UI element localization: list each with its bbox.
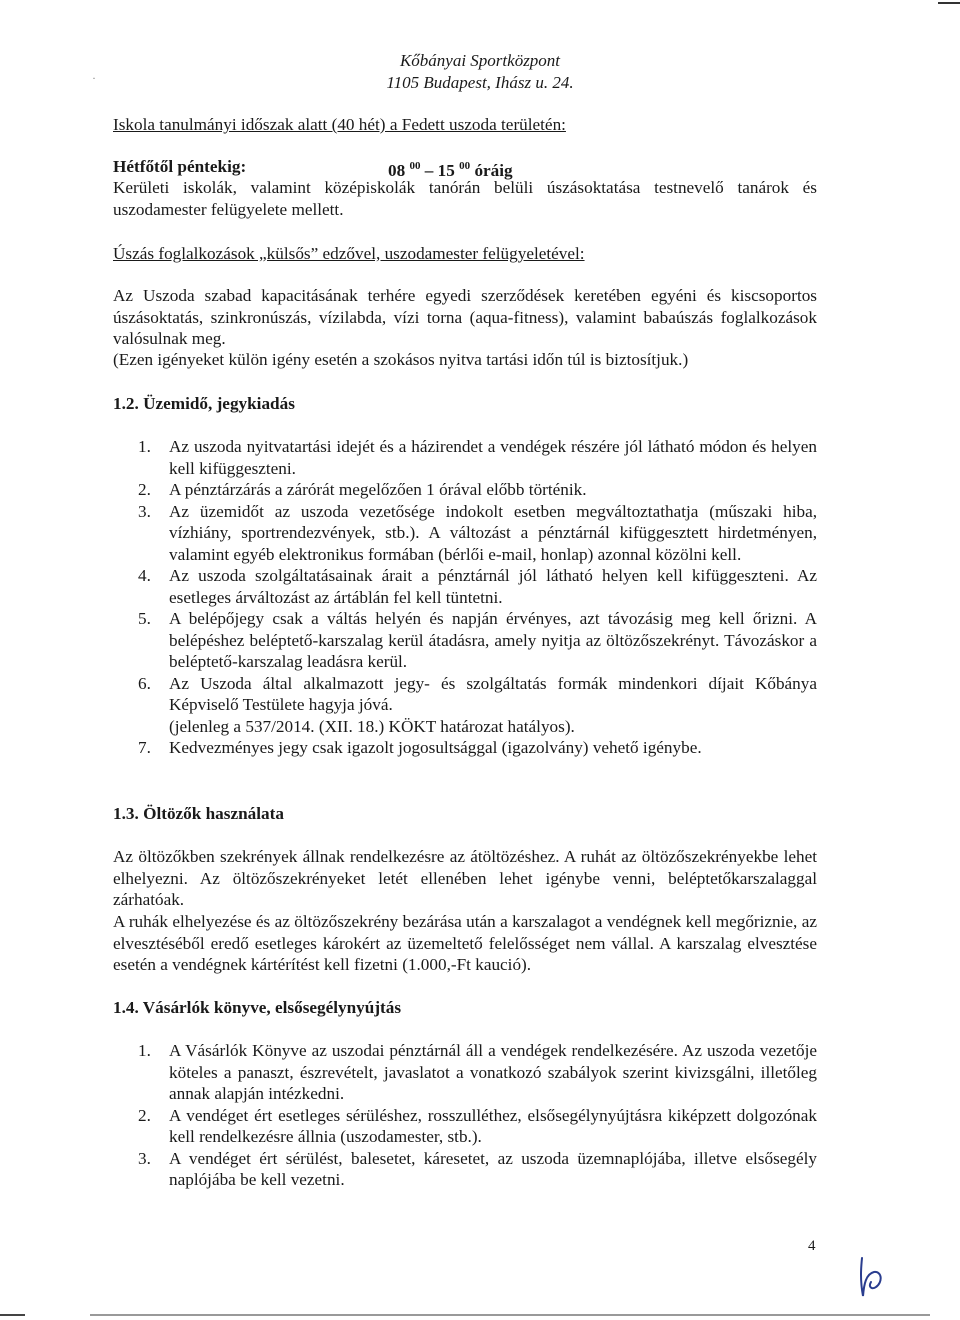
list-item-number: 3. — [138, 1148, 151, 1168]
list-item-number: 1. — [138, 437, 151, 456]
school-period-heading: Iskola tanulmányi időszak alatt (40 hét) a Fedett uszoda területén: — [113, 115, 566, 134]
header-organization: Kőbányai Sportközpont — [399, 51, 561, 70]
external-coach-heading: Úszás foglalkozások „külsős” edzővel, uszodamester felügyeletével: — [113, 244, 585, 263]
section-1-4-list — [113, 1040, 817, 1191]
list-item-text: Az uszoda nyitvatartási idejét és a házirendet a vendégek részére jól látható módon és helyen kell kifüggeszteni. — [169, 437, 817, 478]
scan-edge-line — [0, 1314, 960, 1316]
list-item-number: 2. — [138, 480, 151, 499]
list-item-text: A vendéget ért sérülést, balesetet, káresetet, az uszoda üzemnaplójába, illetve elsősegély naplójába be kell vezetni. — [169, 1148, 817, 1189]
time-start-minutes: 00 — [409, 160, 421, 172]
list-item-number: 6. — [138, 673, 151, 693]
list-item-number: 3. — [138, 501, 151, 521]
list-item-extra: (jelenleg a 537/2014. (XII. 18.) KÖKT határozat hatályos). — [169, 716, 575, 736]
list-item — [113, 1105, 817, 1148]
list-item-text: A vendéget ért esetleges sérüléshez, rosszulléthez, elsősegélynyújtásra kiképzett dolgozónak kell rendelkezésre állnia (uszodamester, stb.). — [169, 1105, 817, 1146]
days-label: Hétfőtől péntekig: — [113, 157, 247, 176]
section-1-3-paragraph-1: Az öltözőkben szekrények állnak rendelkezésre az átöltözéshez. A ruhát az öltözőszekrényekbe lehet elhelyezni. Az öltözőszekrényeket letét ellenében lehet igénybe venni, beléptetőkarszalaggal zárhatóak. — [113, 847, 817, 909]
list-item — [113, 479, 817, 501]
header-address: 1105 Budapest, Ihász u. 24. — [386, 73, 574, 92]
list-item — [113, 608, 817, 673]
time-dash: – — [424, 161, 434, 180]
handwritten-initials — [852, 1254, 892, 1306]
page-number: 4 — [808, 1238, 816, 1254]
time-suffix: óráig — [474, 161, 513, 180]
section-1-3-title: 1.3. Öltözők használata — [113, 804, 284, 823]
list-item-number: 5. — [138, 609, 151, 628]
section-1-4-title: 1.4. Vásárlók könyve, elsősegélynyújtás — [113, 998, 402, 1017]
time-end-minutes: 00 — [459, 160, 471, 172]
list-item-text: A Vásárlók Könyve az uszodai pénztárnál áll a vendégek rendelkezésére. Az uszoda vezetője köteles a panaszt, észrevételt, javaslatot a vonatkozó szabályok szerint kivizsgálni, illetőleg annak alapján intézkedni. — [169, 1041, 817, 1103]
list-item-text: Az Uszoda által alkalmazott jegy- és szolgáltatás formák mindenkori díjait Kőbánya Képviselő Testülete hagyja jóvá. — [169, 673, 817, 714]
time-end: 15 — [437, 161, 455, 180]
scan-speck: · — [92, 71, 96, 85]
list-item — [113, 565, 817, 608]
list-item — [113, 501, 817, 566]
list-item — [113, 673, 817, 738]
list-item — [113, 1040, 817, 1105]
list-item-text: Az uszoda szolgáltatásainak árait a pénztárnál jól látható helyen kell kifüggeszteni. Az esetleges árváltozást az ártáblán fel kell tüntetni. — [169, 566, 817, 607]
list-item-text: Az üzemidőt az uszoda vezetősége indokolt esetben megváltoztathatja (műszaki hiba, vízhiány, sportrendezvények, stb.). A változást a pénztárnál kifüggesztett hirdetményen, valamint egyéb elektronikus formában (bérlői e-mail, honlap) azonnal közölni kell. — [169, 501, 817, 564]
list-item — [113, 436, 817, 479]
list-item-number: 4. — [138, 566, 151, 585]
section-1-3-paragraph-2: A ruhák elhelyezése és az öltözőszekrény bezárása után a karszalagot a vendégnek kell megőriznie, az elvesztéséből eredő esetleges károkért az üzemeltető felelősséget nem vállal. A karszalag elvesztése esetén a vendégnek kártérítést kell fizetni (1.000,-Ft kaució). — [113, 912, 817, 974]
time-start: 08 — [388, 161, 406, 180]
external-coach-text: Az Uszoda szabad kapacitásának terhére egyedi szerződések keretében egyéni és kiscsoportos úszásoktatás, szinkronúszás, vízilabda, vízi torna (aqua-fitness), valamint babaúszás foglalkozások valósulnak meg. — [113, 286, 817, 348]
list-item-text: Kedvezményes jegy csak igazolt jogosultsággal (igazolvány) vehető igénybe. — [169, 738, 702, 757]
section-1-2-list — [113, 436, 817, 759]
school-period-text: Kerületi iskolák, valamint középiskolák tanórán belüli úszásoktatása testnevelő tanárok és uszodamester felügyelete mellett. — [113, 178, 817, 219]
initials-signature-icon — [852, 1254, 892, 1300]
list-item-number: 7. — [138, 738, 151, 757]
list-item-number: 1. — [138, 1041, 151, 1060]
section-1-2-title: 1.2. Üzemidő, jegykiadás — [113, 394, 295, 413]
scan-edge-mark — [938, 2, 960, 4]
list-item-number: 2. — [138, 1105, 151, 1125]
list-item-text: A pénztárzárás a zárórát megelőzően 1 órával előbb történik. — [169, 480, 587, 499]
external-coach-note: (Ezen igényeket külön igény esetén a szokásos nyitva tartási időn túl is biztosítjuk.) — [113, 350, 689, 369]
list-item — [113, 1148, 817, 1191]
list-item — [113, 737, 817, 759]
list-item-text: A belépőjegy csak a váltás helyén és napján érvényes, azt távozásig meg kell őrizni. A belépéshez beléptető-karszalag kerül átadásra, amely nyitja az öltözőszekrényt. Távozáskor a beléptető-karszalag leadásra kerül. — [169, 609, 817, 671]
